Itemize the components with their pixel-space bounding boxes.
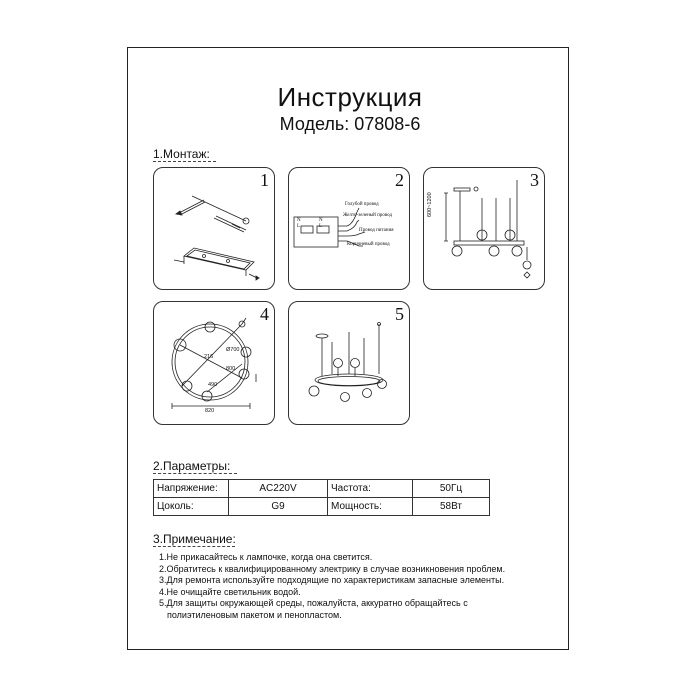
table-row [154,480,490,498]
install-step-3-panel [423,167,545,290]
params-heading: 2.Параметры: [153,459,231,473]
model-number: Модель: 07808-6 [279,114,421,134]
wire-label-yellow-green: Желто-зеленый провод [343,213,392,218]
install-step-2-panel [288,167,410,290]
dim-490-label: 490 [208,382,218,388]
install-step-4-panel [153,301,275,425]
dim-820-label: 820 [205,408,215,414]
power-label: Мощность: [328,498,413,516]
notes-heading: 3.Примечание: [153,532,236,546]
socket-value: G9 [229,498,328,516]
wire-label-brown: Коричневый провод [347,242,390,247]
page-title: Инструкция [277,82,423,112]
frequency-label: Частота: [328,480,413,498]
list-item: 4.Не очищайте светильник водой. [159,586,301,597]
install-step-5-panel [288,301,410,425]
dim-800-label: 800 [226,366,236,372]
terminal-left-label: N [297,218,301,223]
height-range-label: 600~1200 [427,192,433,217]
power-value: 58Вт [413,498,490,516]
list-item: 2.Обратитесь к квалифицированному электрику в случае возникновения проблем. [159,563,506,574]
list-item: полиэтиленовым пакетом и пенопластом. [167,609,342,620]
voltage-value: AC220V [229,480,328,498]
terminal-left-sub-label: L [297,224,301,229]
install-step-1-panel [153,167,275,290]
assembled-chandelier-drawing [289,302,410,425]
notes-heading-rule [153,546,235,547]
ring-dimensions-drawing [154,302,275,425]
height-adjust-drawing [424,168,545,290]
frequency-value: 50Гц [413,480,490,498]
list-item: 3.Для ремонта используйте подходящие по характеристикам запасные элементы. [159,575,505,585]
step-number: 1 [260,170,269,190]
terminal-right-sub-label: L [319,224,323,229]
ring-diameter-label: Ø700 [226,347,240,353]
params-heading-rule [153,473,237,474]
wire-label-blue: Голубой провод [345,202,379,207]
ceiling-bracket-drawing [154,168,275,290]
list-item: 5.Для защиты окружающей среды, пожалуйста, аккуратно обращайтесь с [159,598,468,608]
list-item: 1.Не прикасайтесь к лампочке, когда она светится. [159,552,373,562]
table-row [154,498,490,516]
params-table [153,479,490,516]
install-heading-rule [153,161,216,162]
notes-list [159,552,505,621]
step-number: 4 [260,304,269,324]
voltage-label: Напряжение: [154,480,229,498]
dim-216-label: 216 [204,354,214,360]
step-number: 2 [395,170,404,190]
step-number: 3 [530,170,539,190]
install-heading: 1.Монтаж: [153,147,210,161]
step-number: 5 [395,304,404,324]
wire-label-power: Провод питания [359,228,394,233]
terminal-right-label: N [319,218,323,223]
socket-label: Цоколь: [154,498,229,516]
